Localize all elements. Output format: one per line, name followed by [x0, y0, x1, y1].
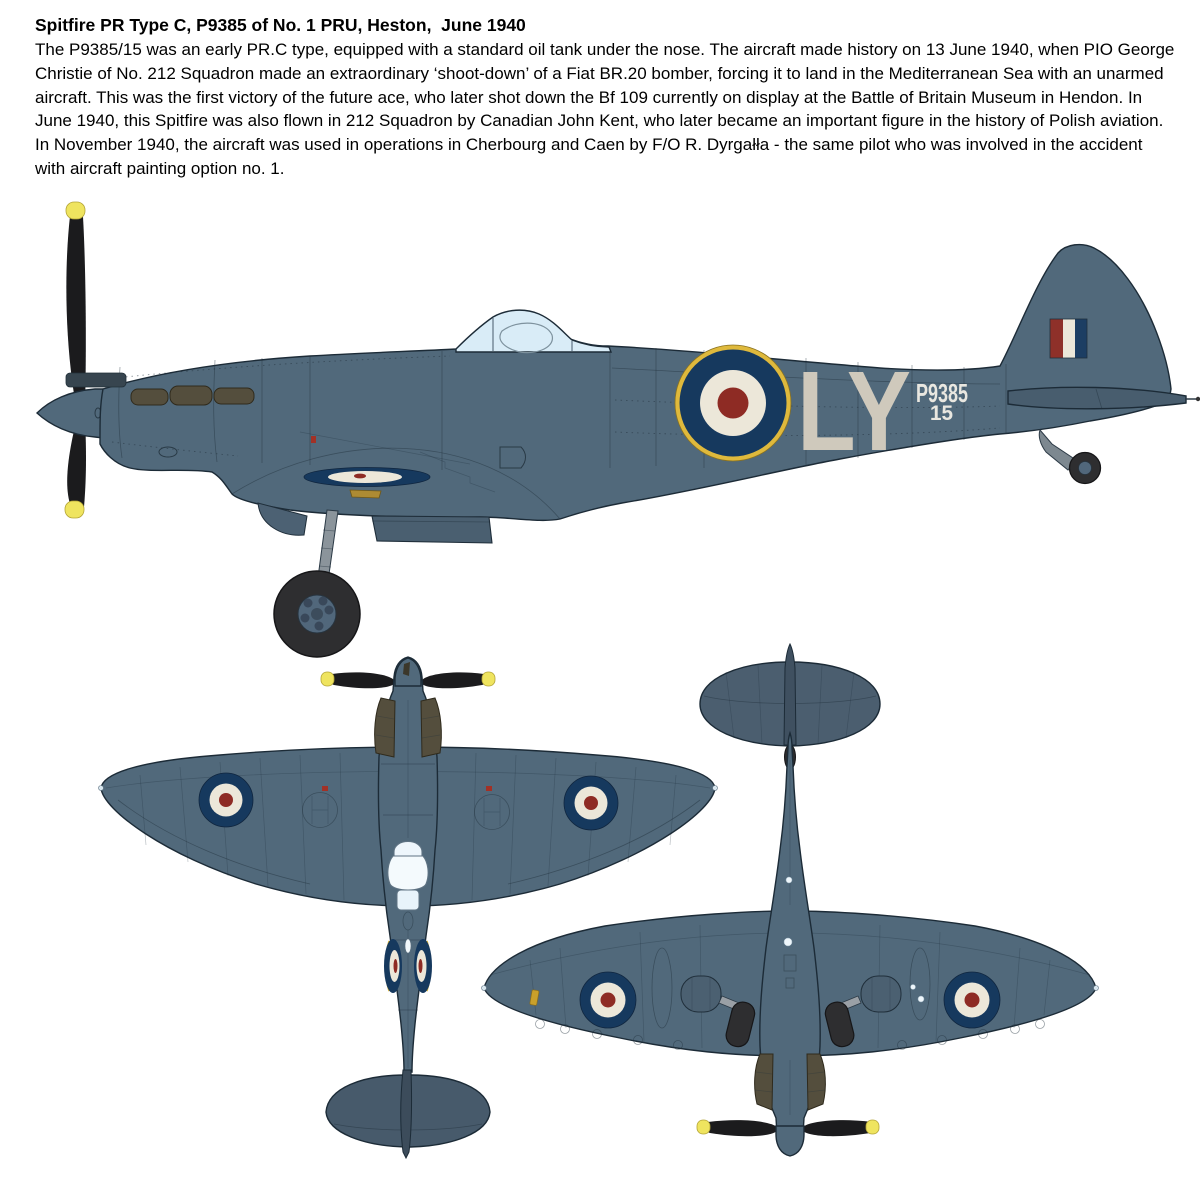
port-wing-roundel — [199, 773, 253, 827]
fuel-vent-marker — [311, 436, 316, 443]
bomb-rack — [350, 490, 381, 498]
caption-paragraph: The P9385/15 was an early PR.C type, equipped with a standard oil tank under the nose. The aircraft made history on 13 June 1940, when PIO George Christie of No. 212 Squadron made an extraordinary ‘shoot-down’ of a Fiat BR.20 bomber, forcing it to land in the Mediterranean Sea with an unarmed aircraft. This was the first victory of the future ace, who later shot down the Bf 109 currently on display at the Battle of Britain Museum in Hendon. In June 1940, this Spitfire was also flown in 212 Squadron by Canadian John Kent, who later became an important figure in the history of Polish aviation. In November 1940, the aircraft was used in operations in Cherbourg and Caen by F/O R. Dyrgałła - the same pilot who was involved in the accident with aircraft painting option no. 1. — [35, 40, 1175, 178]
fin-flash — [1050, 319, 1087, 358]
serial-number-small: 15 — [930, 402, 954, 425]
serial-number: P9385 — [916, 378, 968, 408]
fuselage-roundel — [675, 345, 791, 461]
side-view — [37, 202, 1200, 657]
port-underwing-roundel — [580, 972, 636, 1028]
rudder-bottom — [784, 644, 796, 745]
starboard-wing-roundel — [564, 776, 618, 830]
fuselage-roundel-port-edge — [384, 939, 402, 993]
page-title: Spitfire PR Type C, P9385 of No. 1 PRU, Heston, June 1940 — [35, 15, 526, 35]
tail-wheel — [1039, 430, 1100, 484]
spinner-bottom — [776, 1126, 804, 1156]
canopy — [456, 310, 611, 352]
fuselage-roundel-starboard-edge — [414, 939, 432, 993]
cowl-vent — [66, 373, 126, 387]
rudder-top — [401, 1070, 412, 1158]
underwing-roundel-edge — [304, 468, 430, 487]
exhaust-stacks-icon — [131, 386, 254, 405]
starboard-underwing-roundel — [944, 972, 1000, 1028]
squadron-code: LY — [797, 348, 911, 474]
fuselage-side — [100, 245, 1171, 521]
bottom-view — [482, 644, 1099, 1156]
top-view — [99, 657, 718, 1158]
propeller-blade-icon — [65, 202, 86, 518]
radiator-fairing — [372, 516, 492, 543]
spinner — [37, 389, 103, 438]
